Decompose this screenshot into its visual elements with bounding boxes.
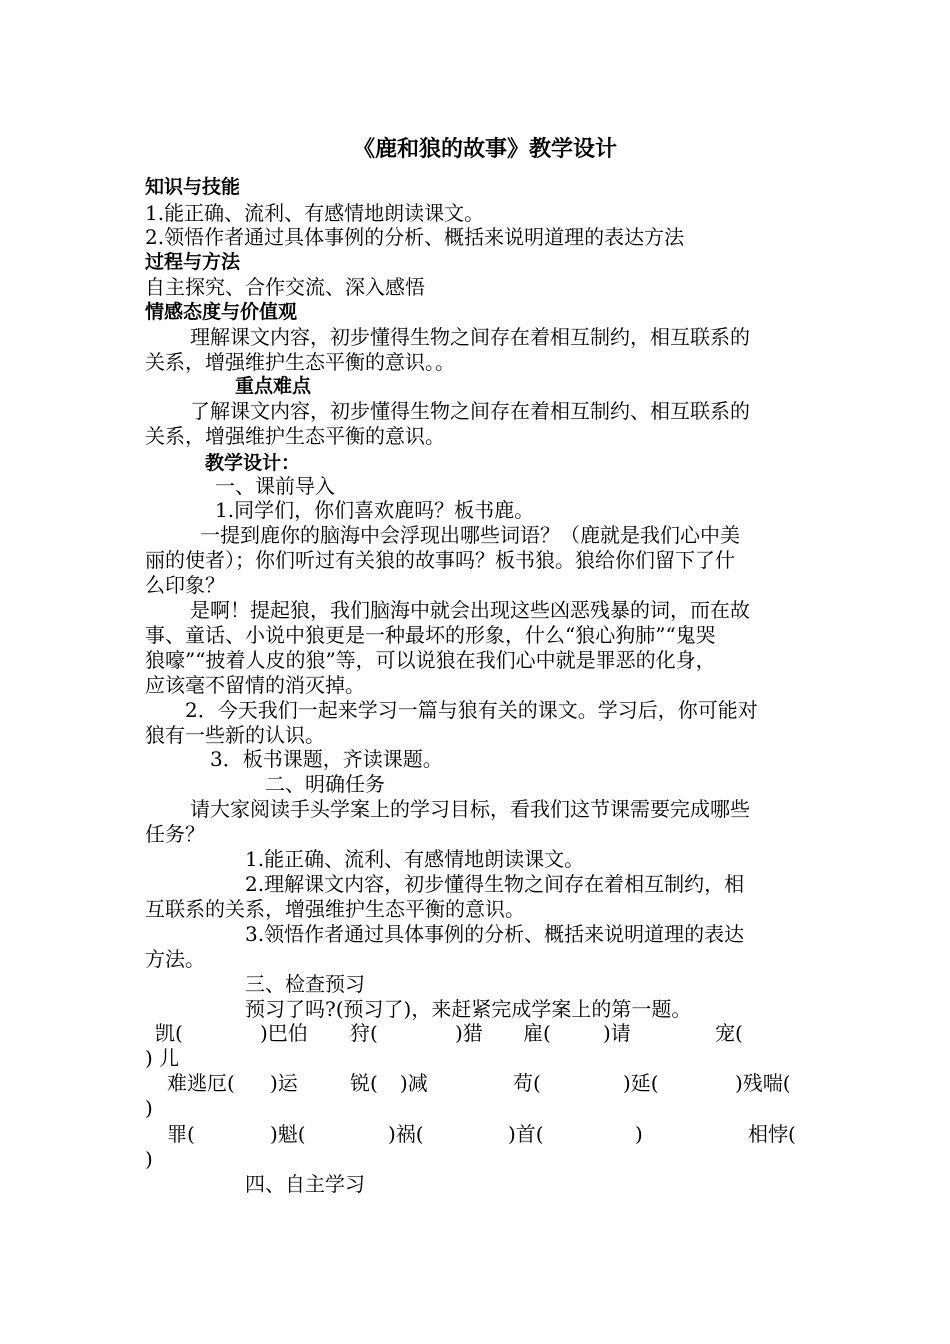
text-line: 3．板书课题，齐读课题。: [210, 747, 443, 771]
text-line: 2.理解课文内容，初步懂得生物之间存在着相互制约，相: [245, 872, 745, 896]
blank-item: )请: [603, 1021, 631, 1045]
blank-item: 苟(: [513, 1071, 541, 1095]
pinyin-row: [145, 1020, 805, 1046]
heading-key-points: 重点难点: [235, 375, 312, 397]
document-title: 《鹿和狼的故事》教学设计: [352, 136, 617, 162]
text-line: 应该毫不留情的消灭掉。: [145, 673, 365, 697]
text-line: 狼嚎”“披着人皮的狼”等，可以说狼在我们心中就是罪恶的化身，: [145, 648, 716, 672]
blank-item: 锐(: [350, 1071, 378, 1095]
section-heading: 一、课前导入: [215, 474, 335, 498]
blank-item: )减: [400, 1071, 428, 1095]
text-line: 任务？: [145, 822, 205, 846]
text-line: ): [145, 1147, 153, 1171]
section-heading: 三、检查预习: [245, 972, 365, 996]
blank-item: 罪(: [167, 1122, 195, 1146]
blank-item: )猎: [455, 1021, 483, 1045]
text-line: 预习了吗?(预习了)，来赶紧完成学案上的第一题。: [245, 997, 692, 1021]
text-line: 关系，增强维护生态平衡的意识。: [145, 424, 445, 448]
text-line: ) 儿: [145, 1046, 180, 1070]
heading-emotion-values: 情感态度与价值观: [145, 301, 298, 323]
text-line: 理解课文内容，初步懂得生物之间存在着相互制约，相互联系的: [190, 325, 750, 349]
blank-item: )延(: [623, 1071, 659, 1095]
blank-item: 雇(: [523, 1021, 551, 1045]
blank-item: )魁(: [270, 1122, 306, 1146]
blank-item: )残喘(: [735, 1071, 791, 1095]
text-line: 2.领悟作者通过具体事例的分析、概括来说明道理的表达方法: [145, 225, 685, 249]
text-line: 1.能正确、流利、有感情地朗读课文。: [145, 201, 485, 225]
blank-item: ): [635, 1122, 643, 1146]
text-line: ): [145, 1096, 153, 1120]
text-line: 是啊！提起狼，我们脑海中就会出现这些凶恶残暴的词，而在故: [190, 598, 750, 622]
blank-item: )祸(: [388, 1122, 424, 1146]
text-line: 关系，增强维护生态平衡的意识。。: [145, 350, 455, 374]
blank-item: 凯(: [155, 1021, 183, 1045]
text-line: 了解课文内容，初步懂得生物之间存在着相互制约、相互联系的: [190, 399, 750, 423]
blank-item: 狩(: [350, 1021, 378, 1045]
blank-item: 相悖(: [748, 1122, 796, 1146]
blank-item: )运: [270, 1071, 298, 1095]
blank-item: )巴伯: [260, 1021, 308, 1045]
heading-teaching-design: 教学设计：: [205, 452, 301, 474]
text-line: 2．今天我们一起来学习一篇与狼有关的课文。学习后，你可能对: [185, 698, 758, 722]
text-line: 1.同学们，你们喜欢鹿吗？板书鹿。: [215, 498, 535, 522]
text-line: 请大家阅读手头学案上的学习目标，看我们这节课需要完成哪些: [190, 797, 750, 821]
pinyin-row: [145, 1070, 805, 1096]
section-heading: 二、明确任务: [265, 772, 385, 796]
text-line: 1.能正确、流利、有感情地朗读课文。: [245, 847, 585, 871]
blank-item: 难逃厄(: [167, 1071, 235, 1095]
text-line: 么印象？: [145, 573, 225, 597]
text-line: 自主探究、合作交流、深入感悟: [145, 275, 425, 299]
blank-item: 宠(: [715, 1021, 743, 1045]
text-line: 一提到鹿你的脑海中会浮现出哪些词语？（鹿就是我们心中美: [200, 523, 740, 547]
text-line: 互联系的关系，增强维护生态平衡的意识。: [145, 897, 525, 921]
text-line: 方法。: [145, 947, 205, 971]
text-line: 狼有一些新的认识。: [145, 723, 325, 747]
text-line: 丽的使者）；你们听过有关狼的故事吗？板书狼。狼给你们留下了什: [145, 548, 735, 572]
text-line: 事、童话、小说中狼更是一种最坏的形象，什么“狼心狗肺”“鬼哭: [145, 623, 716, 647]
blank-item: )首(: [508, 1122, 544, 1146]
pinyin-row: [145, 1121, 805, 1147]
heading-knowledge-skills: 知识与技能: [145, 176, 241, 198]
section-heading: 四、自主学习: [245, 1172, 365, 1196]
heading-process-method: 过程与方法: [145, 251, 241, 273]
text-line: 3.领悟作者通过具体事例的分析、概括来说明道理的表达: [245, 922, 745, 946]
